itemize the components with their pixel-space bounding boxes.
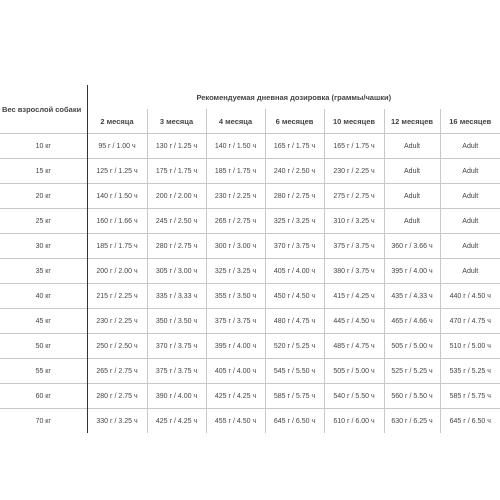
dosage-cell: Adult	[384, 134, 440, 159]
age-column-header: 2 месяца	[87, 109, 147, 134]
dosage-cell: 645 г / 6.50 ч	[440, 409, 500, 434]
dosage-cell: 390 г / 4.00 ч	[147, 384, 206, 409]
dosage-cell: 435 г / 4.33 ч	[384, 284, 440, 309]
dosage-cell: 585 г / 5.75 ч	[440, 384, 500, 409]
dosage-cell: 585 г / 5.75 ч	[265, 384, 324, 409]
weight-cell: 70 кг	[0, 409, 87, 434]
table-row	[0, 284, 500, 309]
dosage-cell: 165 г / 1.75 ч	[324, 134, 384, 159]
age-column-header: 10 месяцев	[324, 109, 384, 134]
weight-column-header: Вес взрослой собаки	[2, 104, 82, 114]
weight-cell: 45 кг	[0, 309, 87, 334]
weight-cell: 35 кг	[0, 259, 87, 284]
dosage-cell: 395 г / 4.00 ч	[206, 334, 265, 359]
dosage-cell: 525 г / 5.25 ч	[384, 359, 440, 384]
dosage-cell: 510 г / 5.00 ч	[440, 334, 500, 359]
dosage-cell: 415 г / 4.25 ч	[324, 284, 384, 309]
weight-cell: 40 кг	[0, 284, 87, 309]
dosage-cell: 545 г / 5.50 ч	[265, 359, 324, 384]
dosage-cell: 200 г / 2.00 ч	[87, 259, 147, 284]
dosage-cell: Adult	[440, 209, 500, 234]
age-column-header: 12 месяцев	[384, 109, 440, 134]
dosage-cell: 280 г / 2.75 ч	[87, 384, 147, 409]
dosage-cell: 165 г / 1.75 ч	[265, 134, 324, 159]
dosage-cell: 470 г / 4.75 ч	[440, 309, 500, 334]
dosage-cell: 185 г / 1.75 ч	[206, 159, 265, 184]
dosage-cell: 275 г / 2.75 ч	[324, 184, 384, 209]
dosage-cell: Adult	[384, 184, 440, 209]
dosage-cell: 440 г / 4.50 ч	[440, 284, 500, 309]
dosage-cell: 370 г / 3.75 ч	[265, 234, 324, 259]
dosage-cell: 445 г / 4.50 ч	[324, 309, 384, 334]
age-column-header: 6 месяцев	[265, 109, 324, 134]
table-body	[0, 134, 500, 434]
dosage-cell: 610 г / 6.00 ч	[324, 409, 384, 434]
dosage-cell: 240 г / 2.50 ч	[265, 159, 324, 184]
dosage-cell: 95 г / 1.00 ч	[87, 134, 147, 159]
age-column-header: 3 месяца	[147, 109, 206, 134]
dosage-cell: 265 г / 2.75 ч	[206, 209, 265, 234]
dosage-cell: 480 г / 4.75 ч	[265, 309, 324, 334]
dosage-cell: 200 г / 2.00 ч	[147, 184, 206, 209]
dosage-cell: 330 г / 3.25 ч	[87, 409, 147, 434]
dosage-cell: 505 г / 5.00 ч	[324, 359, 384, 384]
age-column-header: 16 месяцев	[449, 116, 492, 126]
dosage-cell: 485 г / 4.75 ч	[324, 334, 384, 359]
dosage-cell: 630 г / 6.25 ч	[384, 409, 440, 434]
dosage-cell: 405 г / 4.00 ч	[265, 259, 324, 284]
weight-cell: 20 кг	[0, 184, 87, 209]
dosage-cell: 230 г / 2.25 ч	[87, 309, 147, 334]
dosage-cell: 230 г / 2.25 ч	[206, 184, 265, 209]
dosage-cell: 215 г / 2.25 ч	[87, 284, 147, 309]
dosage-cell: 175 г / 1.75 ч	[147, 159, 206, 184]
dosage-cell: 560 г / 5.50 ч	[384, 384, 440, 409]
dosage-cell: Adult	[384, 209, 440, 234]
weight-cell: 15 кг	[0, 159, 87, 184]
dosage-cell: 125 г / 1.25 ч	[87, 159, 147, 184]
dosage-cell: 140 г / 1.50 ч	[206, 134, 265, 159]
dosage-cell: 540 г / 5.50 ч	[324, 384, 384, 409]
dosage-cell: 375 г / 3.75 ч	[206, 309, 265, 334]
dosage-cell: Adult	[440, 184, 500, 209]
table-row	[0, 409, 500, 434]
table-row	[0, 359, 500, 384]
feeding-table	[0, 85, 500, 433]
dosage-cell: 450 г / 4.50 ч	[265, 284, 324, 309]
weight-cell: 50 кг	[0, 334, 87, 359]
dosage-group-header: Рекомендуемая дневная дозировка (граммы/чашки)	[87, 85, 500, 109]
dosage-cell: Adult	[440, 234, 500, 259]
dosage-cell: 300 г / 3.00 ч	[206, 234, 265, 259]
table-row	[0, 234, 500, 259]
dosage-cell: 335 г / 3.33 ч	[147, 284, 206, 309]
table-row	[0, 159, 500, 184]
dosage-cell: 140 г / 1.50 ч	[87, 184, 147, 209]
dosage-cell: 160 г / 1.66 ч	[87, 209, 147, 234]
dosage-cell: 505 г / 5.00 ч	[384, 334, 440, 359]
table-row	[0, 184, 500, 209]
dosage-cell: 350 г / 3.50 ч	[147, 309, 206, 334]
dosage-cell: 425 г / 4.25 ч	[147, 409, 206, 434]
table-row	[0, 259, 500, 284]
dosage-cell: Adult	[440, 159, 500, 184]
dosage-cell: Adult	[384, 159, 440, 184]
dosage-cell: Adult	[440, 259, 500, 284]
dosage-cell: 325 г / 3.25 ч	[265, 209, 324, 234]
weight-cell: 25 кг	[0, 209, 87, 234]
table-header	[0, 85, 500, 134]
dosage-cell: 405 г / 4.00 ч	[206, 359, 265, 384]
dosage-cell: 375 г / 3.75 ч	[324, 234, 384, 259]
dosage-cell: 245 г / 2.50 ч	[147, 209, 206, 234]
dosage-cell: 645 г / 6.50 ч	[265, 409, 324, 434]
table-row	[0, 134, 500, 159]
weight-cell: 60 кг	[0, 384, 87, 409]
dosage-cell: 425 г / 4.25 ч	[206, 384, 265, 409]
table-row	[0, 384, 500, 409]
dosage-cell: 520 г / 5.25 ч	[265, 334, 324, 359]
dosage-cell: 535 г / 5.25 ч	[440, 359, 500, 384]
dosage-cell: 280 г / 2.75 ч	[265, 184, 324, 209]
dosage-cell: 305 г / 3.00 ч	[147, 259, 206, 284]
dosage-cell: 395 г / 4.00 ч	[384, 259, 440, 284]
dosage-cell: 355 г / 3.50 ч	[206, 284, 265, 309]
dosage-cell: 185 г / 1.75 ч	[87, 234, 147, 259]
age-column-header: 4 месяца	[206, 109, 265, 134]
dosage-cell: 325 г / 3.25 ч	[206, 259, 265, 284]
table-row	[0, 209, 500, 234]
weight-cell: 30 кг	[0, 234, 87, 259]
dosage-cell: 130 г / 1.25 ч	[147, 134, 206, 159]
dosage-cell: 370 г / 3.75 ч	[147, 334, 206, 359]
table-row	[0, 309, 500, 334]
feeding-table-container	[0, 85, 500, 433]
dosage-cell: 265 г / 2.75 ч	[87, 359, 147, 384]
dosage-cell: 230 г / 2.25 ч	[324, 159, 384, 184]
dosage-cell: 250 г / 2.50 ч	[87, 334, 147, 359]
dosage-cell: 380 г / 3.75 ч	[324, 259, 384, 284]
weight-cell: 10 кг	[0, 134, 87, 159]
table-row	[0, 334, 500, 359]
dosage-cell: 360 г / 3.66 ч	[384, 234, 440, 259]
dosage-cell: 310 г / 3.25 ч	[324, 209, 384, 234]
weight-cell: 55 кг	[0, 359, 87, 384]
dosage-cell: 465 г / 4.66 ч	[384, 309, 440, 334]
dosage-cell: 375 г / 3.75 ч	[147, 359, 206, 384]
dosage-cell: 455 г / 4.50 ч	[206, 409, 265, 434]
dosage-cell: Adult	[440, 134, 500, 159]
dosage-cell: 280 г / 2.75 ч	[147, 234, 206, 259]
